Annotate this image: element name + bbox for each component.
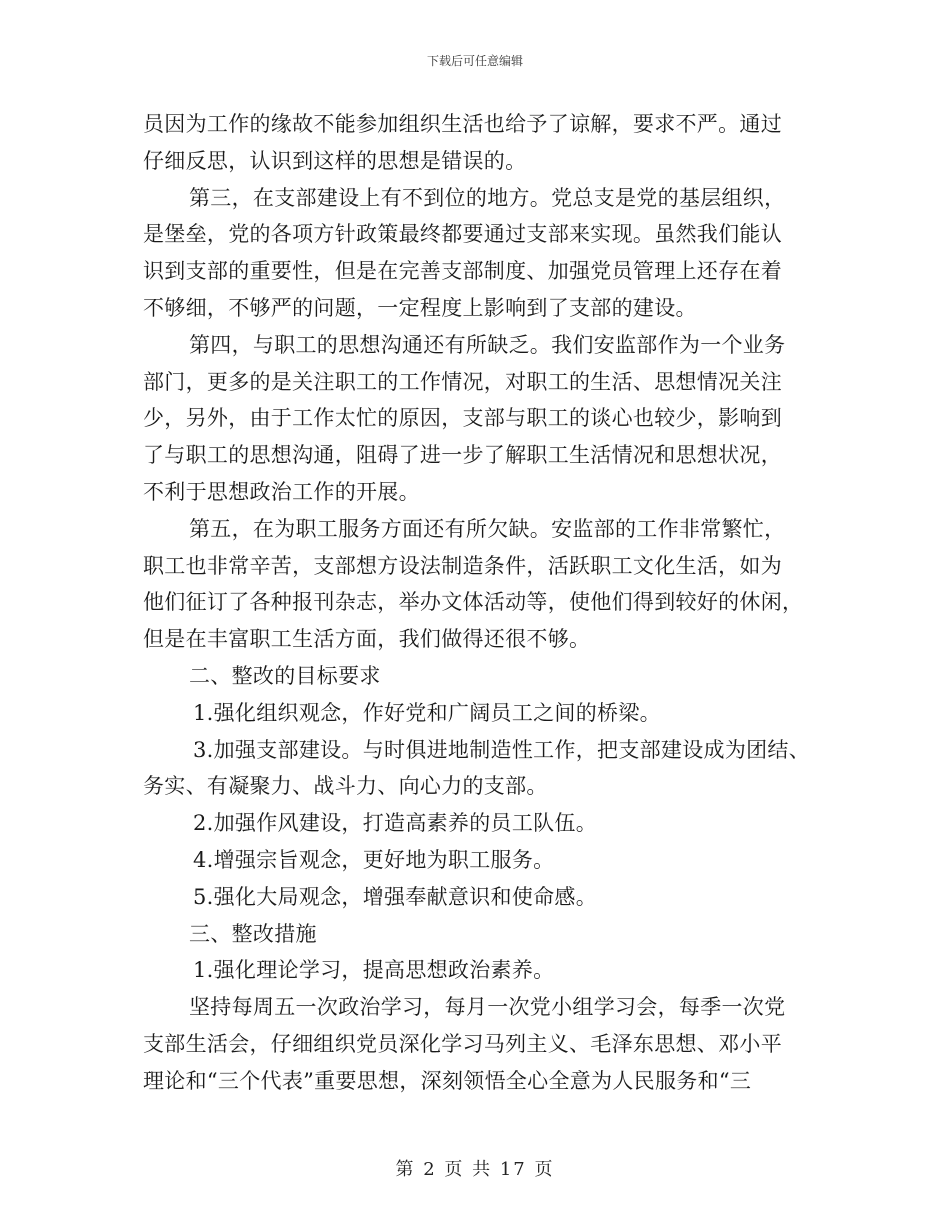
numbered-item: 1.强化组织观念，作好党和广阔员工之间的桥梁。 [193,700,661,725]
document-body [143,106,823,1100]
numbered-item: 1.强化理论学习，提高思想政治素养。 [193,958,555,983]
text-line: 务实、有凝聚力、战斗力、向心力的支部。 [143,774,548,799]
text-line: 理论和“三个代表”重要思想，深刻领悟全心全意为人民服务和“三 [143,1068,752,1093]
text-line: 坚持每周五一次政治学习，每月一次党小组学习会，每季一次党 [189,995,786,1020]
text-line: 他们征订了各种报刊杂志，举办文体活动等，使他们得到较好的休闲， [143,590,804,615]
numbered-item: 5.强化大局观念，增强奉献意识和使命感。 [193,884,598,909]
text-line: 职工也非常辛苦，支部想方设法制造条件，活跃职工文化生活，如为 [143,553,782,578]
section-heading: 二、整改的目标要求 [189,663,381,688]
numbered-item: 3.加强支部建设。与时俱进地制造性工作，把支部建设成为团结、 [193,737,811,762]
text-line: 不够细，不够严的问题，一定程度上影响到了支部的建设。 [143,295,697,320]
text-line: 少，另外，由于工作太忙的原因，支部与职工的谈心也较少，影响到 [143,406,782,431]
text-line: 不利于思想政治工作的开展。 [143,479,420,504]
text-line: 仔细反思，认识到这样的思想是错误的。 [143,148,527,173]
text-line: 识到支部的重要性，但是在完善支部制度、加强党员管理上还存在着 [143,259,782,284]
page-header: 下载后可任意编辑 [426,54,523,68]
text-line: 了与职工的思想沟通，阻碍了进一步了解职工生活情况和思想状况， [143,443,782,468]
numbered-item: 2.加强作风建设，打造高素养的员工队伍。 [193,811,598,836]
text-line: 是堡垒，党的各项方针政策最终都要通过支部来实现。虽然我们能认 [143,222,782,247]
text-line: 员因为工作的缘故不能参加组织生活也给予了谅解，要求不严。通过 [143,112,782,136]
text-line: 部门，更多的是关注职工的工作情况，对职工的生活、思想情况关注 [143,369,782,394]
section-heading: 三、整改措施 [189,921,317,946]
numbered-item: 4.增强宗旨观念，更好地为职工服务。 [193,847,555,872]
page-number-footer: 第 2 页 共 17 页 [395,1159,555,1180]
text-line: 第四，与职工的思想沟通还有所缺乏。我们安监部作为一个业务 [189,332,786,357]
text-line: 支部生活会，仔细组织党员深化学习马列主义、毛泽东思想、邓小平 [143,1031,782,1056]
text-line: 第五，在为职工服务方面还有所欠缺。安监部的工作非常繁忙， [189,516,786,541]
text-line: 但是在丰富职工生活方面，我们做得还很不够。 [143,627,591,652]
text-line: 第三，在支部建设上有不到位的地方。党总支是党的基层组织， [189,185,786,210]
